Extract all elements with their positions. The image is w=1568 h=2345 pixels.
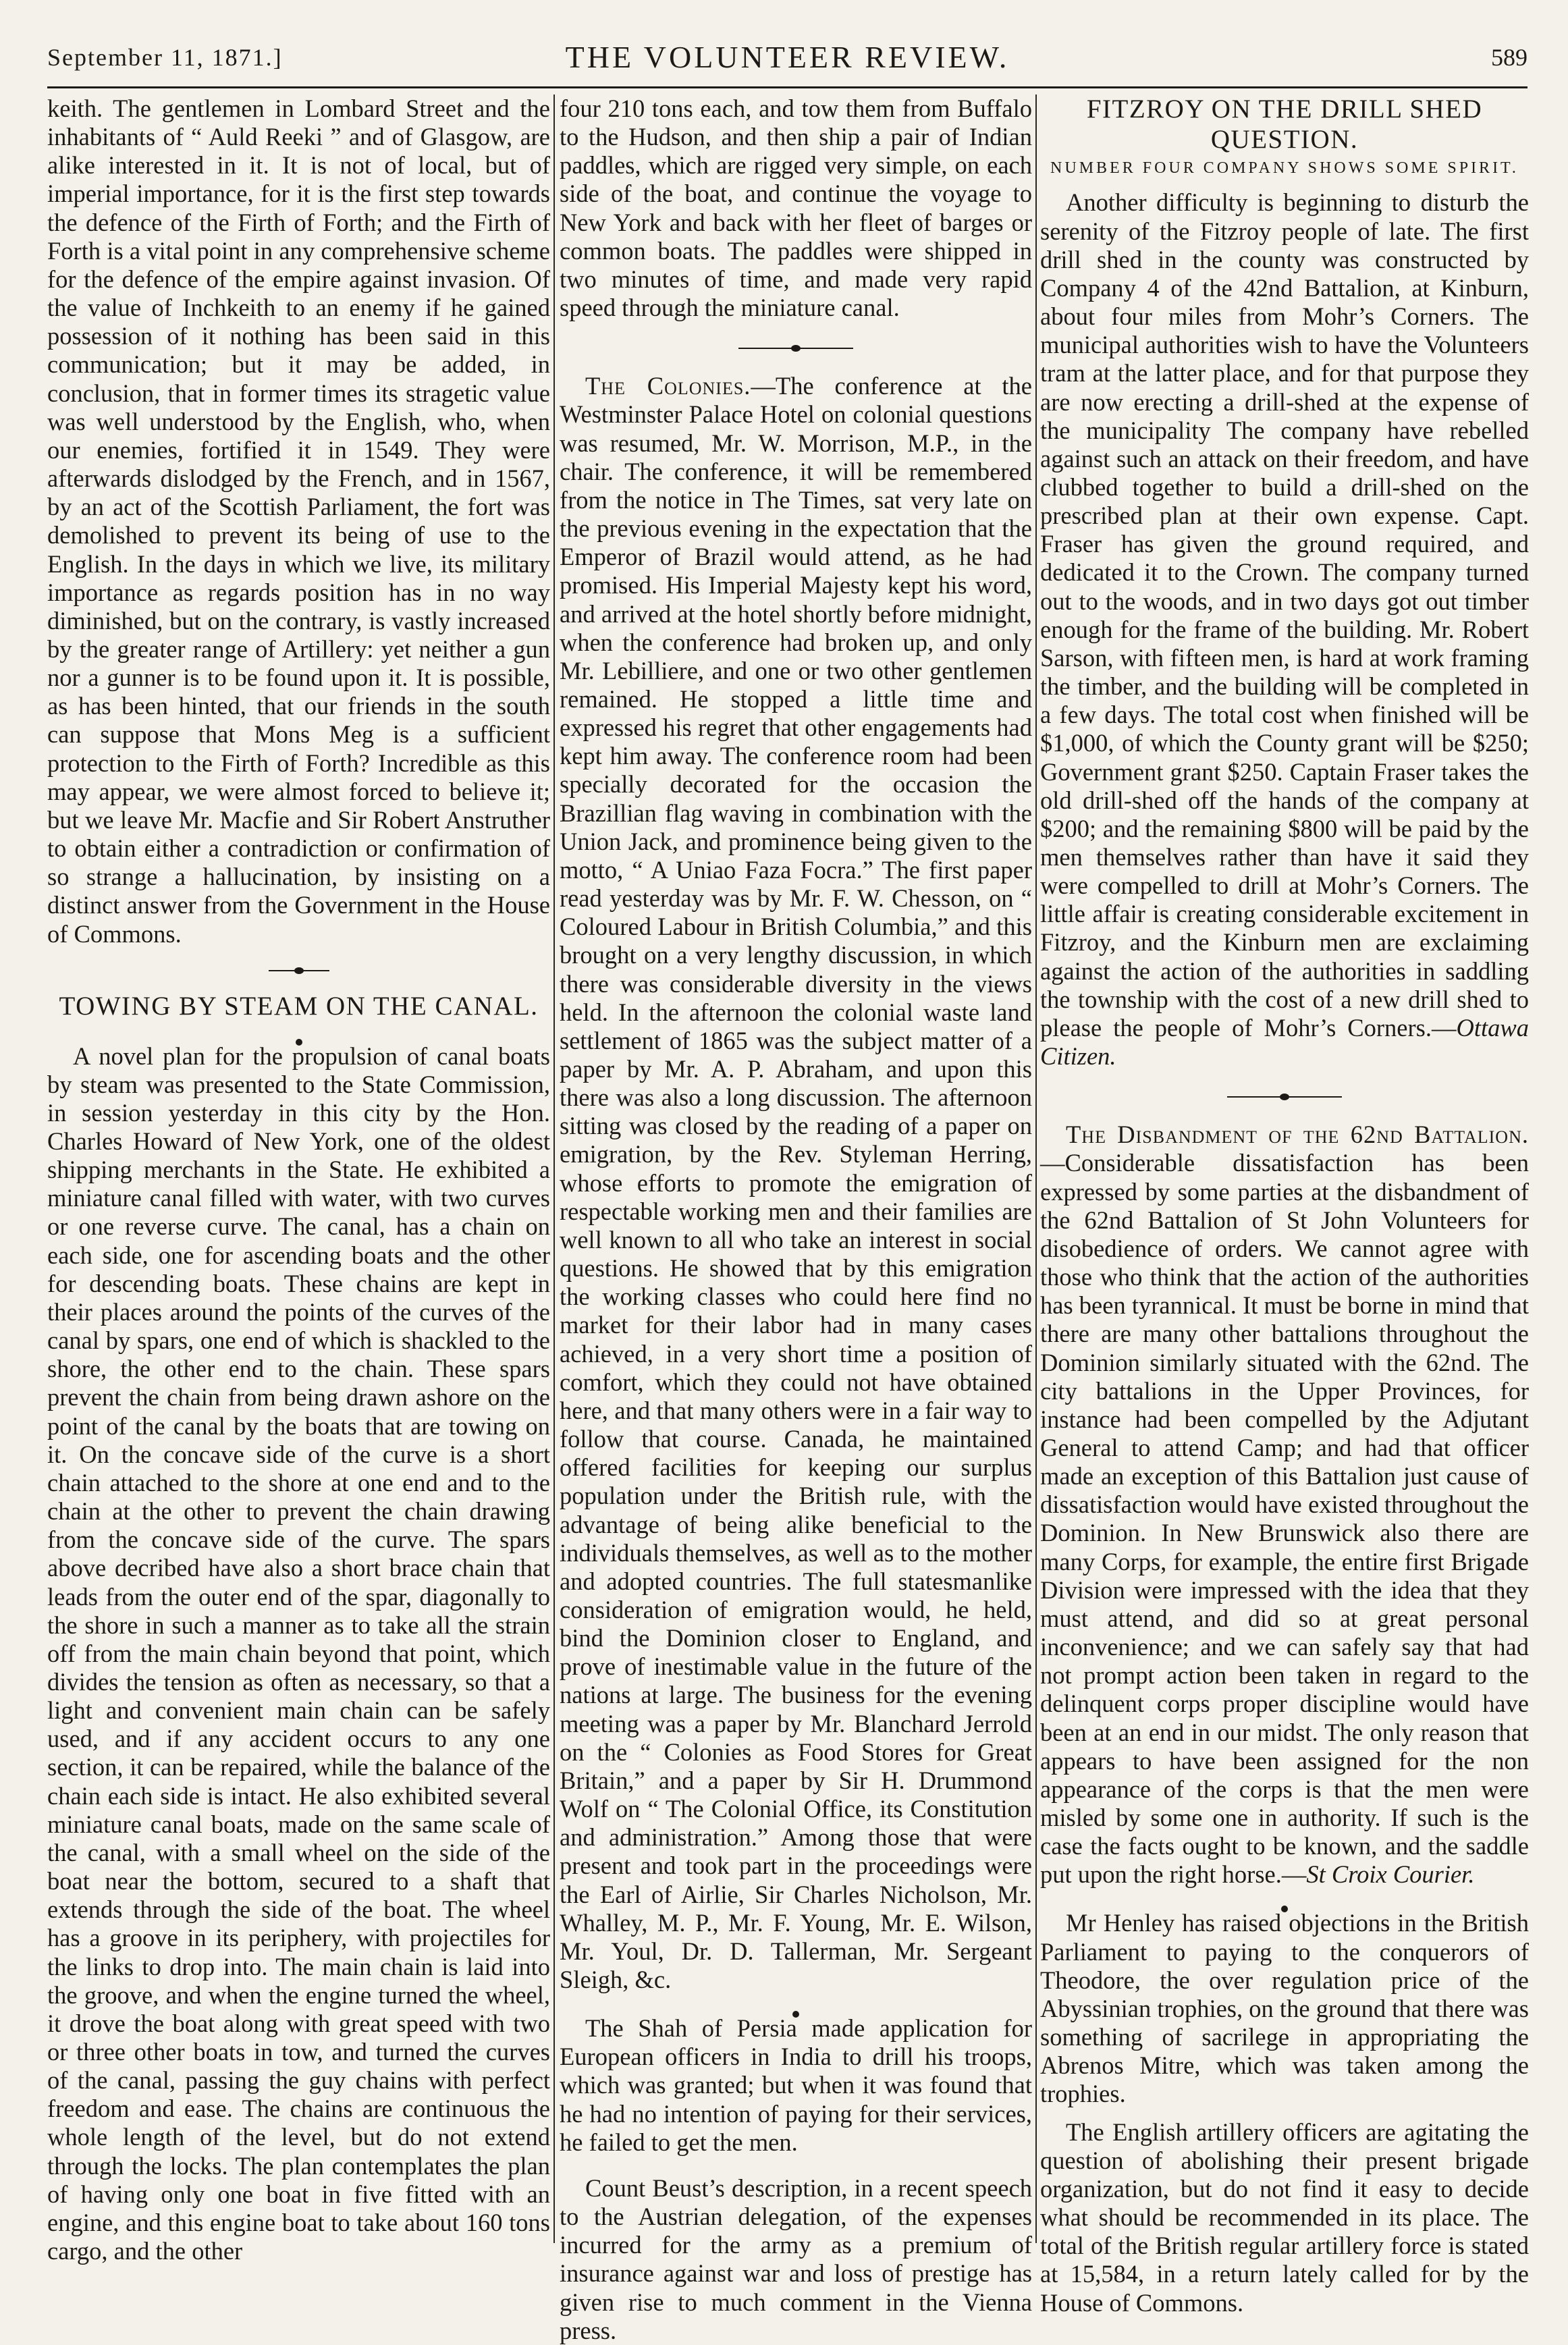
- towing-article-continuation: four 210 tons each, and tow them from Buffalo to the Hudson, and then ship a pair of Indian paddles, which are rigged very simple, on each side of the boat, and continue the voyage to New York and back with her fleet of barges or common boats. The paddles were shipped in two minutes of time, and made very rapid speed through the miniature canal.: [560, 95, 1032, 322]
- disbandment-article-body: —Considerable dissatisfaction has been expressed by some parties at the disbandment of the 62nd Battalion of St John Volunteers for disobedience of orders. We cannot agree with those who think that the action of the authorities has been tyrannical. It must be borne in mind that there are many other battalions throughout the Dominion similarly situated with the 62nd. The city battalions in the Upper Provinces, for instance had been compelled by the Adjutant General to attend Camp; and had that officer made an exception of this Battalion just cause of dissatisfaction would have existed throughout the Dominion. In New Brunswick also there are many Corps, for example, the entire first Brigade Division were impressed with the idea that they must attend, and did so at great personal inconvenience; and we can safely say that had not prompt action been taken in regard to the delinquent corps proper discipline would have been at an end in our midst. The only reason that appears to have been assigned for the non appearance of the corps is that the men were misled by some one in authority. If such is the case the facts ought to be known, and the saddle put upon the right horse.—: [1040, 1149, 1529, 1889]
- section-separator: [1227, 1096, 1342, 1098]
- section-separator: [738, 348, 853, 349]
- fitzroy-article-subheading: NUMBER FOUR COMPANY SHOWS SOME SPIRIT.: [1050, 159, 1519, 177]
- henley-item: Mr Henley has raised objections in the British Parliament to paying to the conquerors of Theodore, the over regulation price of the Abyssinian trophies, on the ground that there was something of sacrilege in appropriating the Abrenos Mitre, which was taken among the trophies.: [1040, 1909, 1529, 2108]
- page-number: 589: [1491, 44, 1528, 71]
- fitzroy-article-body: [1040, 188, 1529, 1071]
- artillery-item: The English artillery officers are agitating the question of abolishing their present brigade organization, but do not find it easy to decide what should be recommended in its place. The total of the British regular artillery force is stated at 15,584, in a return lately called for by the House of Commons.: [1040, 2118, 1529, 2317]
- colonies-article-body: —The conference at the Westminster Palace Hotel on colonial questions was resumed, Mr. W. Morrison, M.P., in the chair. The conference, it will be remembered from the notice in The Times, sat very late on the previous evening in the expectation that the Emperor of Brazil would attend, as he had promised. His Imperial Majesty kept his word, and arrived at the hotel shortly before midnight, when the conference had broken up, and only Mr. Lebilliere, and one or two other gentlemen remained. He stopped a little time and expressed his regret that other engagements had kept him away. The conference room had been specially decorated for the occasion the Brazillian flag waving in combination with the Union Jack, and prominence being given to the motto, “ A Uniao Faza Focra.” The first paper read yesterday was by Mr. F. W. Chesson, on “ Coloured Labour in British Columbia,” and this brought on a very lengthy discussion, in which there was considerable diversity in the views held. In the afternoon the colonial waste land settlement of 1865 was the subject matter of a paper by Mr. A. P. Abraham, and upon this there was also a long discussion. The afternoon sitting was closed by the reading of a paper on emigration, by the Rev. Styleman Herring, whose efforts to promote the emigration of respectable working men and their families are well known to all who take an interest in social questions. He showed that by this emigration the working classes who could here find no market for their labor had in many cases achieved, in a very short time a position of comfort, which they could not have obtained here, and that many others were in a fair way to follow that course. Canada, he maintained offered facilities for keeping our surplus population under the British rule, with the advantage of being alike beneficial to the individuals themselves, as well as to the mother and adopted countries. The full statesmanlike consideration of emigration would, he held, bind the Dominion closer to England, and prove of inestimable value in the future of the nations at large. The business for the evening meeting was a paper by Mr. Blanchard Jerrold on the “ Colonies as Food Stores for Great Britain,” and a paper by Sir H. Drummond Wolf on “ The Colonial Office, its Constitution and administration.” Among those that were present and took part in the proceedings were the Earl of Airlie, Sir Charles Nicholson, Mr. Whalley, M. P., Mr. F. Young, Mr. E. Wilson, Mr. Youl, Dr. D. Tallerman, Mr. Sergeant Sleigh, &c.: [560, 372, 1032, 1993]
- count-beust-item: Count Beust’s description, in a recent speech to the Austrian delegation, of the expenses incurred for the army as a premium of insurance against war and loss of prestige has given rise to much comment in the Vienna press.: [560, 2174, 1032, 2344]
- colonies-article-lead: The Colonies.: [585, 372, 751, 400]
- disbandment-article: [1040, 1121, 1529, 1889]
- shah-of-persia-item: The Shah of Persia made application for European officers in India to drill his troops, which was granted; but when it was found that he had no intention of paying for their services, he failed to get the men.: [560, 2014, 1032, 2156]
- section-separator: [269, 970, 329, 971]
- column-2: [560, 95, 1032, 2344]
- disbandment-article-source: St Croix Courier.: [1306, 1860, 1475, 1889]
- issue-date: September 11, 1871.]: [47, 44, 283, 71]
- fitzroy-article-source: Ottawa Citizen.: [1040, 1013, 1529, 1071]
- fitzroy-article-heading: FITZROY ON THE DRILL SHED QUESTION.: [1086, 95, 1483, 154]
- masthead: [47, 32, 1528, 88]
- column-1: [47, 95, 550, 2265]
- inchkeith-article-continuation: keith. The gentlemen in Lombard Street and the inhabitants of “ Auld Reeki ” and of Glasgow, are alike interested in it. It is not of local, but of imperial importance, for it is the first step towards the defence of the Firth of Forth; and the Firth of Forth is a vital point in any comprehensive scheme for the defence of the empire against invasion. Of the value of Inchkeith to an enemy if he gained possession of it nothing has been said in this communication; but it may be added, in conclusion, that in former times its stragetic value was well understood by the English, who, when our enemies, fortified it in 1549. They were afterwards dislodged by the French, and in 1567, by an act of the Scottish Parliament, the fort was demolished to prevent its being of use to the English. In the days in which we live, its military importance as regards position has in no way diminished, but on the contrary, is vastly increased by the greater range of Artillery: yet neither a gun nor a gunner is to be found upon it. It is possible, as has been hinted, that our friends in the south can suppose that Mons Meg is a sufficient protection to the Firth of Forth? Incredible as this may appear, we were almost forced to believe it; but we leave Mr. Macfie and Sir Robert Anstruther to obtain either a contradiction or confirmation of so strange a hallucination, by insisting on a distinct answer from the Government in the House of Commons.: [47, 95, 550, 948]
- column-rule-2: [1035, 95, 1037, 2243]
- disbandment-article-lead: The Disbandment of the 62nd Battalion.: [1066, 1121, 1529, 1149]
- towing-article-body: A novel plan for the propulsion of canal boats by steam was presented to the State Commission, in session yesterday in this city by the Hon. Charles Howard of New York, one of the oldest shipping merchants in the State. He exhibited a miniature canal filled with water, with two curves or one reverse curve. The canal, has a chain on each side, one for ascending boats and the other for descending boats. These chains are kept in their places around the points of the curves of the canal by spars, one end of which is shackled to the shore, the other end to the chain. These spars prevent the chain from being drawn ashore on the point of the canal by the boats that are towing on it. On the concave side of the curve is a short chain attached to the shore at one end and to the chain at the other to prevent the chain drawing from the concave side of the curve. The spars above decribed have also a short brace chain that leads from the outer end of the spar, diagonally to the shore in such a manner as to take all the strain off from the main chain beyond that point, which divides the tension as often as necessary, so that a light and convenient main chain can be safely used, and if any accident occurs to any one section, it can be repaired, while the balance of the chain each side is intact. He also exhibited several miniature canal boats, made on the same scale of the canal, with a small wheel on the side of the boat near the bottom, secured to a shaft that extends through the side of the boat. The wheel has a groove in its periphery, with projectiles for the links to drop into. The main chain is laid into the groove, and when the engine turned the wheel, it drove the boat along with great speed with two or three other boats in tow, and turned the curves of the canal, passing the guy chains with perfect freedom and ease. The chains are continuous the whole length of the level, but do not extend through the locks. The plan contemplates the plan of having only one boat in five fitted with an engine, and this engine boat to take about 160 tons cargo, and the other: [47, 1042, 550, 2265]
- column-rule-1: [553, 95, 555, 2243]
- fitzroy-article-text: Another difficulty is beginning to disturb the serenity of the Fitzroy people of late. The first drill shed in the county was constructed by Company 4 of the 42nd Battalion, at Kinburn, about four miles from Mohr’s Corners. The municipal authorities wish to have the Volunteers tram at the latter place, and for that purpose they are now erecting a drill-shed at the expense of the municipality The company have rebelled against such an attack on their freedom, and have clubbed together to build a drill-shed on the prescribed plan at their own expense. Capt. Fraser has given the ground required, and dedicated it to the Crown. The company turned out to the woods, and in two days got out timber enough for the frame of the building. Mr. Robert Sarson, with fifteen men, is hard at work framing the timber, and the building will be completed in a few days. The total cost when finished will be $1,000, of which the County grant will be $250; Government grant $250. Captain Fraser takes the old drill-shed off the hands of the company at $200; and the remaining $800 will be paid by the men themselves rather than have it said they were compelled to drill at Mohr’s Corners. The little affair is creating considerable excitement in Fitzroy, and the Kinburn men are exclaiming against the action of the authorities in saddling the township with the cost of a new drill shed to please the people of Mohr’s Corners.—: [1040, 188, 1529, 1042]
- column-3: [1040, 95, 1529, 2317]
- publication-title: THE VOLUNTEER REVIEW.: [565, 40, 1010, 74]
- colonies-article: [560, 372, 1032, 1994]
- towing-article-heading: TOWING BY STEAM ON THE CANAL.: [59, 991, 539, 1021]
